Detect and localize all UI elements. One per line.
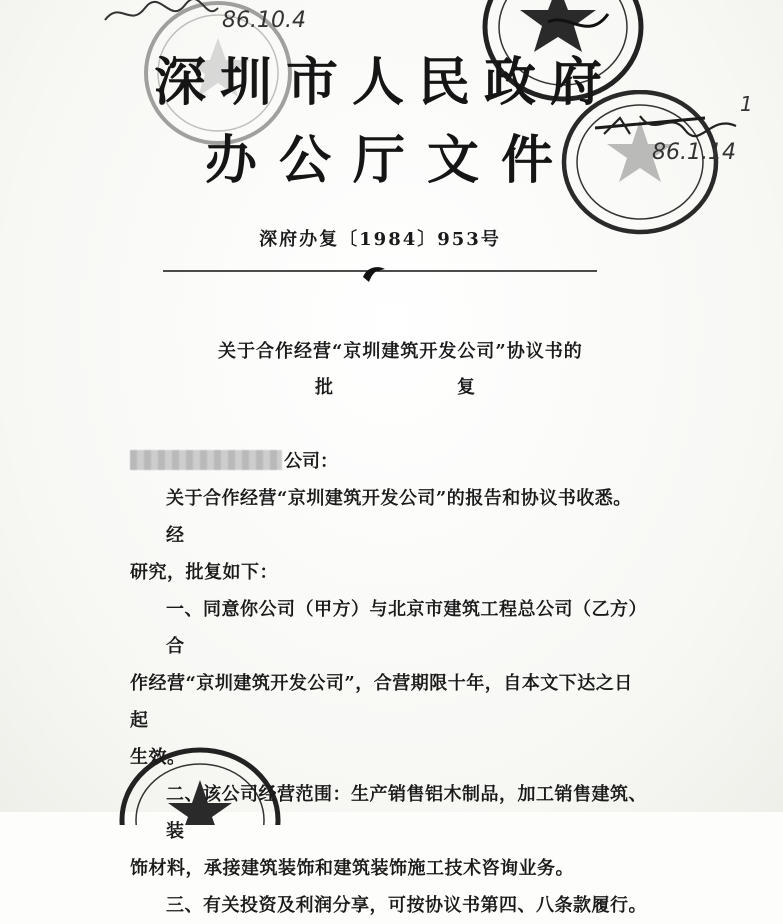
recipient-suffix: 公司： [284,451,338,472]
body-line-2: 研究，批复如下： [130,562,278,583]
handwritten-note-right-lower: 86.1.14 [652,140,736,165]
subject-title: 关于合作经营“京圳建筑开发公司”协议书的 [218,341,583,362]
handwritten-scribble-right [600,108,740,144]
handwritten-note-right-top: 1 [740,92,753,116]
document-body [130,480,650,924]
document-number: 深府办复〔1984〕953号 [259,229,501,250]
body-line-8: 三、有关投资及利润分享，可按协议书第四、八条款履行。 [166,895,647,916]
recipient-line [130,447,338,473]
divider-ornament [363,267,385,282]
body-line-5: 生效。 [130,747,186,768]
document-type-title: 办公厅文件 [204,131,575,191]
subject-char-1: 批 [315,377,333,398]
body-line-1: 关于合作经营“京圳建筑开发公司”的报告和协议书收悉。经 [166,488,632,546]
body-line-6: 二、该公司经营范围：生产销售铝木制品，加工销售建筑、装 [166,784,647,842]
redacted-recipient-name [130,450,282,470]
issuing-authority-title: 深圳市人民政府 [153,53,616,113]
handwritten-note-top-left: 86.10.4 [222,8,306,33]
body-line-7: 饰材料，承接建筑装饰和建筑装饰施工技术咨询业务。 [130,858,574,879]
handwritten-scribble-top-left [100,0,220,30]
subject-title-suffix [315,373,475,399]
body-line-3: 一、同意你公司（甲方）与北京市建筑工程总公司（乙方）合 [166,599,647,657]
subject-char-2: 复 [457,377,475,398]
header-divider-line [163,263,597,283]
body-line-4: 作经营“京圳建筑开发公司”，合营期限十年，自本文下达之日起 [130,673,633,731]
